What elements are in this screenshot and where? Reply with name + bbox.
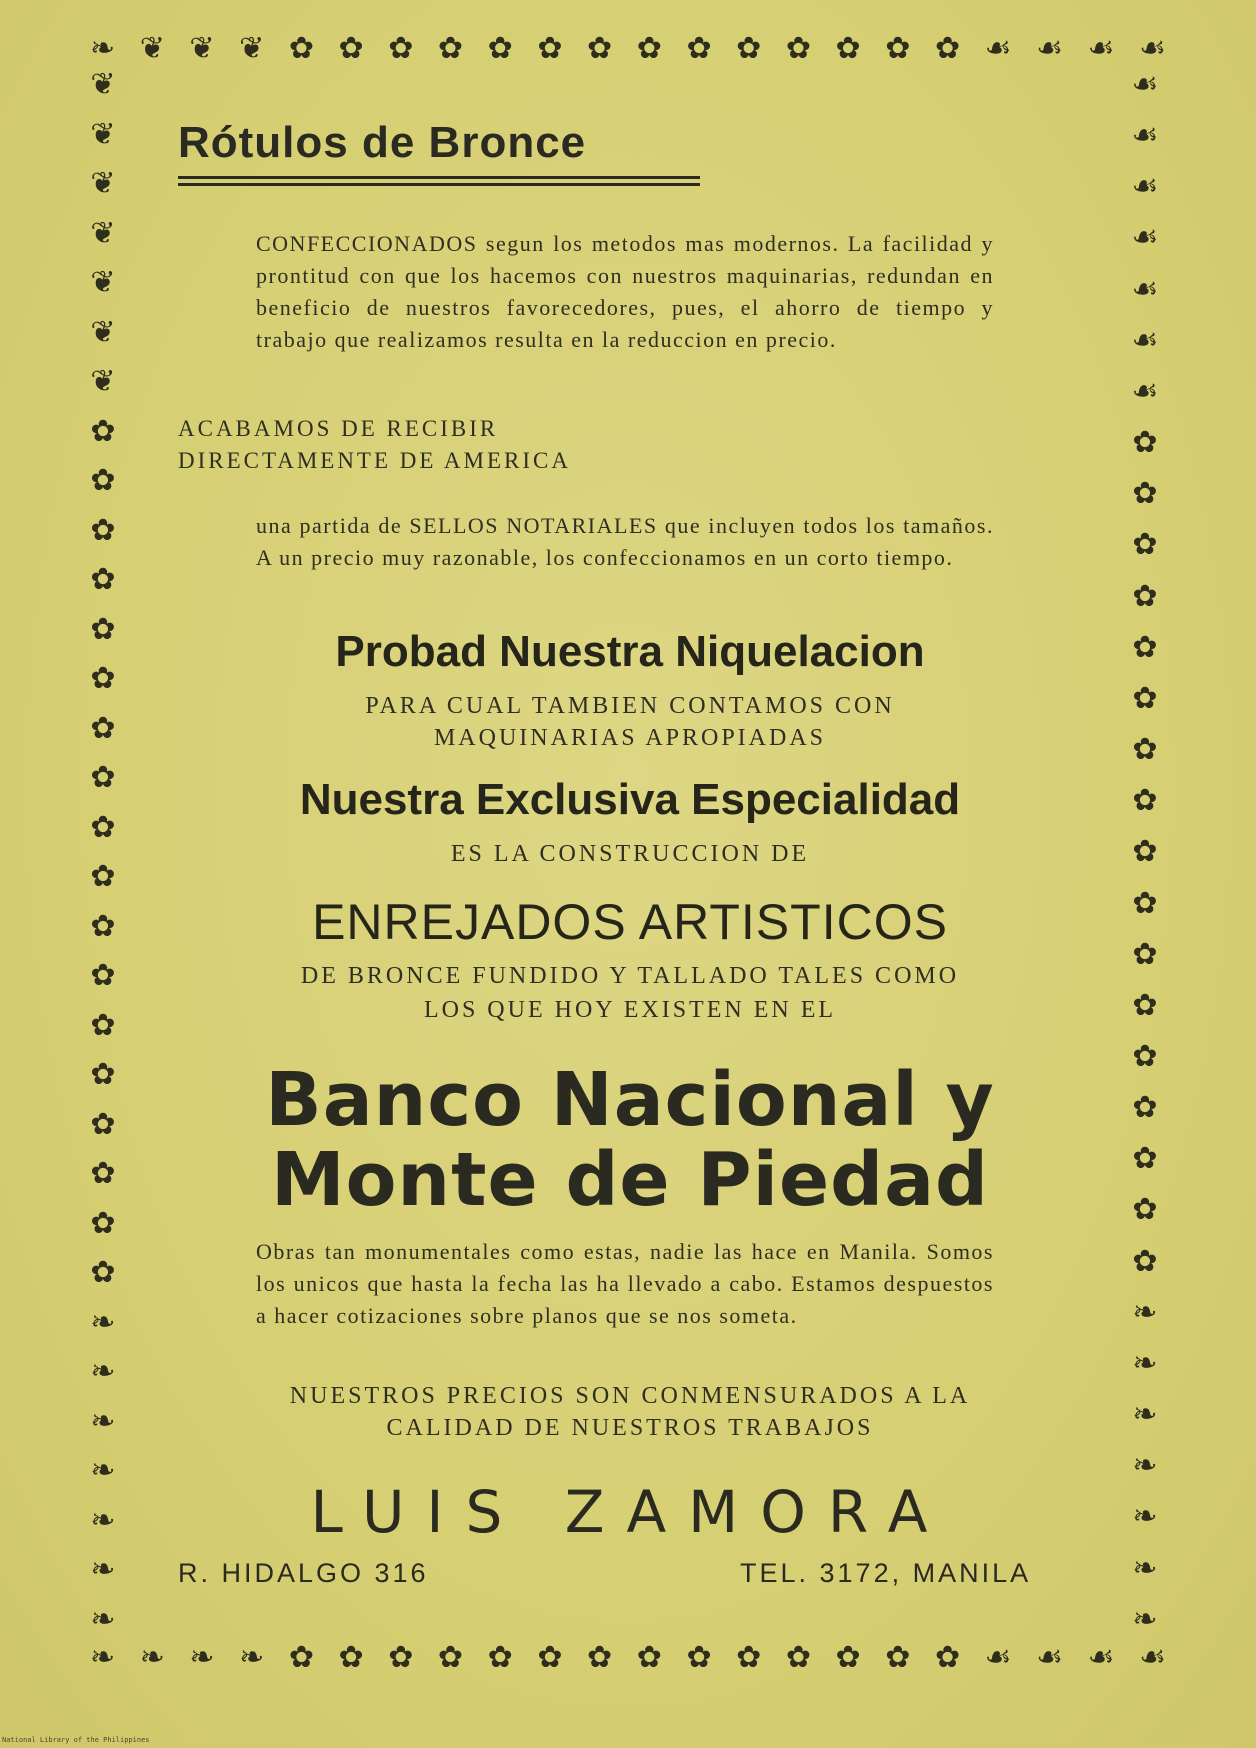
library-credit: National Library of the Philippines <box>2 1736 150 1744</box>
flower-ornament-icon: ✿ <box>1132 885 1158 921</box>
flower-ornament-icon: ✿ <box>1132 783 1158 819</box>
leaf-ornament-icon: ❧ <box>239 1640 265 1675</box>
flower-ornament-icon: ✿ <box>736 31 762 66</box>
bank-line-2: Monte de Piedad <box>270 1137 990 1223</box>
flower-ornament-icon: ✿ <box>1132 1243 1158 1279</box>
leaf-ornament-icon: ☙ <box>1131 67 1159 102</box>
leaf-ornament-icon: ☙ <box>1036 1640 1064 1675</box>
specialty-subtitle: ES LA CONSTRUCCION DE <box>450 841 810 867</box>
gratings-line-1: DE BRONCE FUNDIDO Y TALLADO TALES COMO <box>300 963 960 989</box>
flower-ornament-icon: ✿ <box>934 31 961 66</box>
flower-ornament-icon: ✿ <box>90 611 116 647</box>
leaf-ornament-icon: ❧ <box>90 1640 116 1675</box>
leaf-ornament-icon: ❧ <box>90 31 116 66</box>
intro-paragraph: CONFECCIONADOS segun los metodos mas modernos. La facilidad y prontitud con que los hacemos con nuestros maquinarias, redundan en beneficio de nuestros favorecedores, pues, el ahorro de tiempo y trabajo que realizamos resulta en la reduccion en precio. <box>256 231 994 352</box>
seals-paragraph: una partida de SELLOS NOTARIALES que incluyen todos los tamaños. A un precio muy razonable, los confeccionamos en un corto tiempo. <box>256 513 994 570</box>
nickel-line-2: MAQUINARIAS APROPIADAS <box>433 725 827 751</box>
flower-ornament-icon: ✿ <box>1132 680 1158 716</box>
flower-ornament-icon: ✿ <box>686 1640 712 1675</box>
flower-ornament-icon: ✿ <box>785 31 811 66</box>
flower-ornament-icon: ✿ <box>288 31 314 66</box>
leaf-ornament-icon: ❦ <box>90 265 116 301</box>
flower-ornament-icon: ✿ <box>537 1640 563 1675</box>
flower-ornament-icon: ✿ <box>835 31 861 66</box>
flower-ornament-icon: ✿ <box>934 1640 961 1675</box>
leaf-ornament-icon: ❧ <box>90 1453 116 1489</box>
flower-ornament-icon: ✿ <box>1132 987 1158 1023</box>
prices-line-1: NUESTROS PRECIOS SON CONMENSURADOS A LA <box>289 1383 971 1409</box>
company-name: LUIS ZAMORA <box>310 1478 950 1546</box>
flower-ornament-icon: ✿ <box>1132 476 1158 512</box>
leaf-ornament-icon: ❧ <box>90 1403 116 1439</box>
leaf-ornament-icon: ❧ <box>1132 1294 1158 1330</box>
right-ornament-border <box>1120 67 1170 1637</box>
flower-ornament-icon: ✿ <box>1132 1038 1158 1074</box>
flower-ornament-icon: ✿ <box>90 463 116 499</box>
flower-ornament-icon: ✿ <box>90 958 116 994</box>
flower-ornament-icon: ✿ <box>437 31 464 66</box>
flower-ornament-icon: ✿ <box>90 710 116 746</box>
prices-line-2: CALIDAD DE NUESTROS TRABAJOS <box>386 1415 874 1441</box>
flower-ornament-icon: ✿ <box>388 31 414 66</box>
flower-ornament-icon: ✿ <box>537 31 563 66</box>
leaf-ornament-icon: ☙ <box>1139 1640 1166 1675</box>
leaf-ornament-icon: ❧ <box>1132 1345 1158 1381</box>
leaf-ornament-icon: ❧ <box>1132 1397 1158 1433</box>
flower-ornament-icon: ✿ <box>587 1640 613 1675</box>
flower-ornament-icon: ✿ <box>636 31 662 66</box>
leaf-ornament-icon: ☙ <box>1131 322 1159 358</box>
flower-ornament-icon: ✿ <box>1132 1090 1158 1126</box>
flower-ornament-icon: ✿ <box>90 760 116 796</box>
flower-ornament-icon: ✿ <box>487 1640 513 1675</box>
flower-ornament-icon: ✿ <box>686 31 712 66</box>
leaf-ornament-icon: ❧ <box>90 1304 116 1340</box>
address: R. HIDALGO 316 <box>178 1558 429 1588</box>
leaf-ornament-icon: ❧ <box>1132 1499 1158 1535</box>
flower-ornament-icon: ✿ <box>1132 732 1158 768</box>
bank-line-1: Banco Nacional y <box>265 1057 995 1143</box>
flower-ornament-icon: ✿ <box>90 512 116 548</box>
leaf-ornament-icon: ☙ <box>984 31 1012 66</box>
flower-ornament-icon: ✿ <box>885 31 911 66</box>
leaf-ornament-icon: ☙ <box>1087 1640 1115 1675</box>
leaf-ornament-icon: ☙ <box>1131 220 1159 256</box>
flower-ornament-icon: ✿ <box>338 1640 364 1675</box>
flower-ornament-icon: ✿ <box>338 31 364 66</box>
leaf-ornament-icon: ❦ <box>90 215 116 251</box>
flower-ornament-icon: ✿ <box>1132 578 1158 614</box>
announcement-line-2: DIRECTAMENTE DE AMERICA <box>178 448 571 473</box>
flower-ornament-icon: ✿ <box>90 809 116 845</box>
flower-ornament-icon: ✿ <box>90 908 116 944</box>
leaf-ornament-icon: ❦ <box>90 116 116 152</box>
flower-ornament-icon: ✿ <box>835 1640 861 1675</box>
bottom-ornament-border <box>90 1633 1166 1683</box>
flower-ornament-icon: ✿ <box>90 1106 116 1142</box>
flower-ornament-icon: ✿ <box>90 1255 116 1291</box>
flower-ornament-icon: ✿ <box>90 1205 116 1241</box>
leaf-ornament-icon: ❧ <box>189 1640 215 1675</box>
title-rule-upper <box>178 176 700 179</box>
gratings-line-2: LOS QUE HOY EXISTEN EN EL <box>423 997 837 1023</box>
leaf-ornament-icon: ❦ <box>90 364 116 400</box>
leaf-ornament-icon: ❧ <box>1132 1550 1158 1586</box>
flower-ornament-icon: ✿ <box>90 1057 116 1093</box>
leaf-ornament-icon: ☙ <box>1131 271 1159 307</box>
leaf-ornament-icon: ☙ <box>1131 169 1159 205</box>
leaf-ornament-icon: ❧ <box>90 1552 116 1588</box>
flower-ornament-icon: ✿ <box>1132 425 1158 461</box>
flower-ornament-icon: ✿ <box>90 562 116 598</box>
leaf-ornament-icon: ❦ <box>189 31 215 66</box>
leaf-ornament-icon: ❧ <box>90 1502 116 1538</box>
flower-ornament-icon: ✿ <box>1132 834 1158 870</box>
flower-ornament-icon: ✿ <box>1132 1192 1158 1228</box>
leaf-ornament-icon: ❧ <box>139 1640 165 1675</box>
flower-ornament-icon: ✿ <box>587 31 613 66</box>
flower-ornament-icon: ✿ <box>885 1640 911 1675</box>
leaf-ornament-icon: ☙ <box>984 1640 1012 1675</box>
leaf-ornament-icon: ❧ <box>1132 1448 1158 1484</box>
nickel-title: Probad Nuestra Niquelacion <box>335 627 925 676</box>
leaf-ornament-icon: ❧ <box>90 1354 116 1390</box>
phone: TEL. 3172, MANILA <box>740 1558 1032 1588</box>
leaf-ornament-icon: ❦ <box>90 166 116 202</box>
page-title: Rótulos de Bronce <box>178 118 587 167</box>
announcement-line-1: ACABAMOS DE RECIBIR <box>178 416 499 441</box>
leaf-ornament-icon: ❦ <box>90 314 116 350</box>
flower-ornament-icon: ✿ <box>1132 1141 1158 1177</box>
flower-ornament-icon: ✿ <box>785 1640 811 1675</box>
top-ornament-border <box>90 24 1166 74</box>
leaf-ornament-icon: ☙ <box>1139 31 1166 66</box>
flower-ornament-icon: ✿ <box>90 413 116 449</box>
flower-ornament-icon: ✿ <box>1132 527 1158 563</box>
flower-ornament-icon: ✿ <box>90 1007 116 1043</box>
flower-ornament-icon: ✿ <box>437 1640 464 1675</box>
flower-ornament-icon: ✿ <box>288 1640 314 1675</box>
leaf-ornament-icon: ☙ <box>1087 31 1115 66</box>
flower-ornament-icon: ✿ <box>1132 629 1158 665</box>
flower-ornament-icon: ✿ <box>90 859 116 895</box>
left-ornament-border <box>78 67 128 1637</box>
nickel-line-1: PARA CUAL TAMBIEN CONTAMOS CON <box>365 693 895 719</box>
works-paragraph: Obras tan monumentales como estas, nadie las hace en Manila. Somos los unicos que hasta la fecha las ha llevado a cabo. Estamos despuestos a hacer cotizaciones sobre planos que se nos someta. <box>256 1239 994 1328</box>
leaf-ornament-icon: ❦ <box>90 67 116 102</box>
flower-ornament-icon: ✿ <box>90 1156 116 1192</box>
leaf-ornament-icon: ☙ <box>1131 118 1159 154</box>
leaf-ornament-icon: ❦ <box>139 31 165 66</box>
flower-ornament-icon: ✿ <box>1132 936 1158 972</box>
gratings-title: ENREJADOS ARTISTICOS <box>312 894 948 950</box>
leaf-ornament-icon: ❧ <box>1132 1601 1158 1637</box>
leaf-ornament-icon: ❦ <box>239 31 265 66</box>
leaf-ornament-icon: ☙ <box>1036 31 1064 66</box>
specialty-title: Nuestra Exclusiva Especialidad <box>299 775 961 824</box>
flower-ornament-icon: ✿ <box>636 1640 662 1675</box>
flower-ornament-icon: ✿ <box>487 31 513 66</box>
leaf-ornament-icon: ☙ <box>1131 373 1159 409</box>
title-rule-lower <box>178 183 700 186</box>
flower-ornament-icon: ✿ <box>90 661 116 697</box>
leaf-ornament-icon: ❧ <box>90 1601 116 1637</box>
flower-ornament-icon: ✿ <box>736 1640 762 1675</box>
flower-ornament-icon: ✿ <box>388 1640 414 1675</box>
